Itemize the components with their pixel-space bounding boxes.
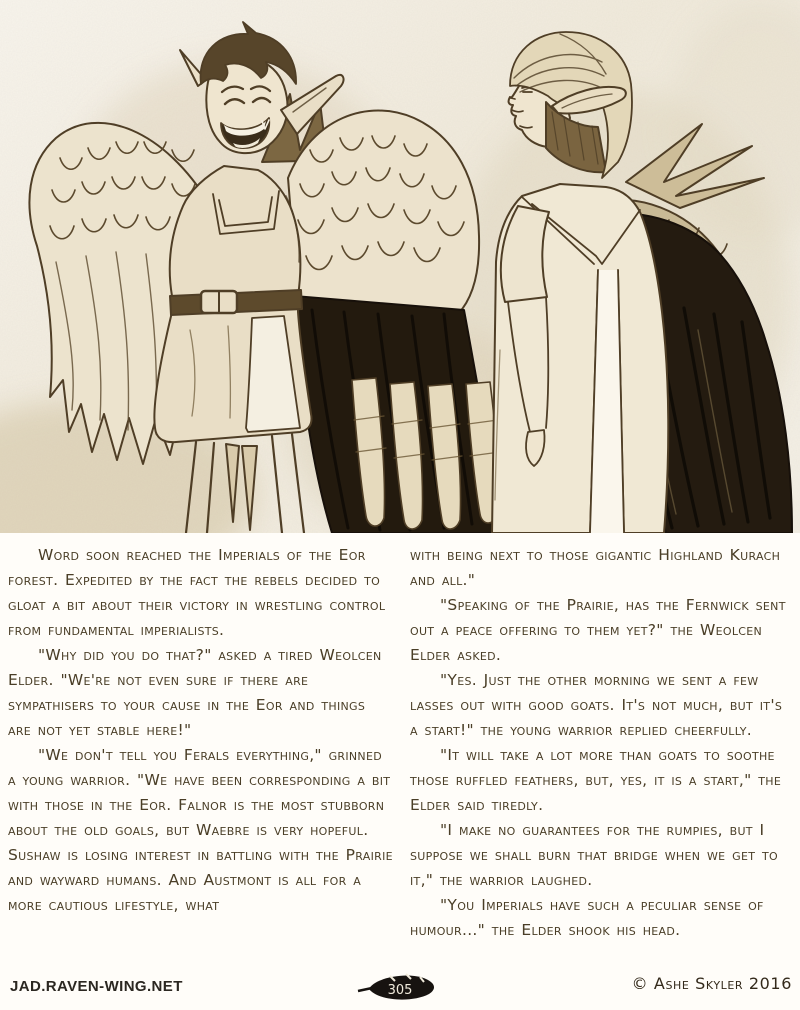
paragraph: "I make no guarantees for the rumpies, but I suppose we shall burn that bridge when we get to it," the warrior laughed. (410, 821, 778, 889)
paragraph: Word soon reached the Imperials of the Eor forest. Expedited by the fact the rebels decided to gloat a bit about their victory in wrestling control from fundamental imperialists. (8, 546, 386, 639)
site-url: JAD.RAVEN-WING.NET (10, 978, 183, 995)
page-number-feather (356, 972, 444, 1006)
copyright-text: © Ashe Skyler 2016 (631, 974, 792, 993)
paragraph: "We don't tell you Ferals everything," grinned a young warrior. "We have been corresponding a bit with those in the Eor. Falnor is the most stubborn about the old goals, but Waebre is very hopeful. Sushaw is losing interest in battling with the Prairie and wayward humans. And Austmont is all for a more cautious lifestyle, what (8, 746, 393, 914)
paragraph: with being next to those gigantic Highland Kurach and all." (410, 546, 781, 589)
page-footer (0, 968, 800, 1010)
paragraph: "Yes. Just the other morning we sent a few lasses out with good goats. It's not much, but it's a start!" the young warrior replied cheerfully. (410, 671, 783, 739)
paragraph: "Why did you do that?" asked a tired Weolcen Elder. "We're not even sure if there are sympathisers to your cause in the Eor and things are not yet stable here!" (8, 646, 382, 739)
story-column-right (410, 543, 796, 943)
story-column-left (8, 543, 394, 943)
paragraph: "Speaking of the Prairie, has the Fernwick sent out a peace offering to them yet?" the Weolcen Elder asked. (410, 596, 786, 664)
elder-body (492, 184, 668, 533)
page-number: 305 (387, 983, 413, 998)
paragraph: "You Imperials have such a peculiar sense of humour..." the Elder shook his head. (410, 896, 764, 939)
paragraph: "It will take a lot more than goats to soothe those ruffled feathers, but, yes, it is a start," the Elder said tiredly. (410, 746, 782, 814)
story-text (8, 543, 796, 943)
